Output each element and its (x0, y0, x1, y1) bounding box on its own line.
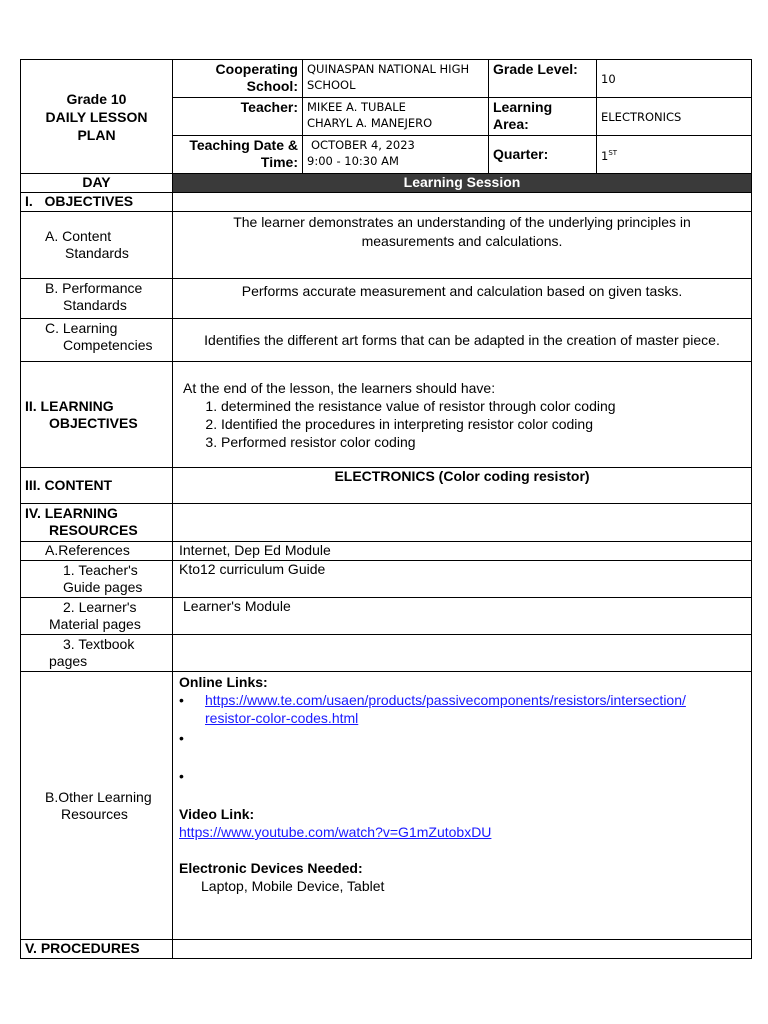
textbook-label: 3. Textbook pages (21, 635, 173, 672)
video-link[interactable]: https://www.youtube.com/watch?v=G1mZutobxDU (179, 824, 492, 840)
list-item (179, 691, 745, 727)
references-label: A.References (21, 542, 173, 561)
learning-resources-blank (173, 504, 752, 542)
content-standards-label: A. Content Standards (21, 212, 173, 279)
online-link-resistor-codes[interactable]: https://www.te.com/usaen/products/passivecomponents/resistors/intersection/ resistor-color-codes.html (205, 692, 686, 726)
list-item (179, 729, 745, 747)
content-label: III. CONTENT (21, 468, 173, 504)
learner-material-text: Learner's Module (173, 598, 752, 635)
learning-competencies-label: C. Learning Competencies (21, 319, 173, 362)
quarter-label: Quarter: (489, 136, 597, 174)
learning-session-header: Learning Session (173, 174, 752, 193)
list-item: 2. Identified the procedures in interpreting resistor color coding (221, 415, 747, 433)
plan-title: Grade 10 DAILY LESSON PLAN (21, 60, 173, 174)
performance-standards-label: B. Performance Standards (21, 279, 173, 319)
grade-level-value: 10 (597, 60, 752, 98)
list-item (179, 767, 745, 785)
learning-resources-label: IV. LEARNING RESOURCES (21, 504, 173, 542)
objectives-heading: I. OBJECTIVES (21, 193, 173, 212)
grade-level-label: Grade Level: (489, 60, 597, 98)
cooperating-school-value: QUINASPAN NATIONAL HIGH SCHOOL (303, 60, 489, 98)
teaching-date-label: Teaching Date & Time: (173, 136, 303, 174)
quarter-value: 1ST (597, 136, 752, 174)
teacher-value: MIKEE A. TUBALE CHARYL A. MANEJERO (303, 98, 489, 136)
teacher-guide-text: Kto12 curriculum Guide (173, 561, 752, 598)
online-links-heading: Online Links: (179, 674, 268, 690)
teaching-date-value: OCTOBER 4, 2023 9:00 - 10:30 AM (303, 136, 489, 174)
lesson-plan-table (20, 59, 752, 959)
procedures-label: V. PROCEDURES (21, 940, 173, 959)
objectives-blank (173, 193, 752, 212)
learning-objectives-list (183, 397, 747, 451)
other-resources-label: B.Other Learning Resources (21, 672, 173, 940)
learning-objectives-text: At the end of the lesson, the learners should have: 1. determined the resistance value of resistor through color coding 2. Identified the procedures in interpreting resistor color coding 3. Performed resistor color coding (173, 362, 752, 468)
content-standards-text: The learner demonstrates an understanding of the underlying principles in measurements and calculations. (173, 212, 752, 279)
bullet-icon: • (179, 692, 184, 708)
learning-objectives-label: II. LEARNING OBJECTIVES (21, 362, 173, 468)
learning-area-value: ELECTRONICS (597, 98, 752, 136)
devices-heading: Electronic Devices Needed: (179, 860, 363, 876)
learner-material-label: 2. Learner's Material pages (21, 598, 173, 635)
cooperating-school-label: Cooperating School: (173, 60, 303, 98)
bullet-icon: • (179, 730, 184, 746)
other-resources-text (173, 672, 752, 940)
list-item: 3. Performed resistor color coding (221, 433, 747, 451)
learning-area-label: Learning Area: (489, 98, 597, 136)
teacher-guide-label: 1. Teacher's Guide pages (21, 561, 173, 598)
devices-text: Laptop, Mobile Device, Tablet (201, 878, 385, 894)
learning-competencies-text: Identifies the different art forms that can be adapted in the creation of master piece. (173, 319, 752, 362)
video-link-heading: Video Link: (179, 806, 255, 822)
references-text: Internet, Dep Ed Module (173, 542, 752, 561)
content-text: ELECTRONICS (Color coding resistor) (173, 468, 752, 504)
procedures-blank (173, 940, 752, 959)
teacher-label: Teacher: (173, 98, 303, 136)
day-label: DAY (21, 174, 173, 193)
bullet-icon: • (179, 768, 184, 784)
performance-standards-text: Performs accurate measurement and calculation based on given tasks. (173, 279, 752, 319)
textbook-text (173, 635, 752, 672)
list-item: 1. determined the resistance value of resistor through color coding (221, 397, 747, 415)
